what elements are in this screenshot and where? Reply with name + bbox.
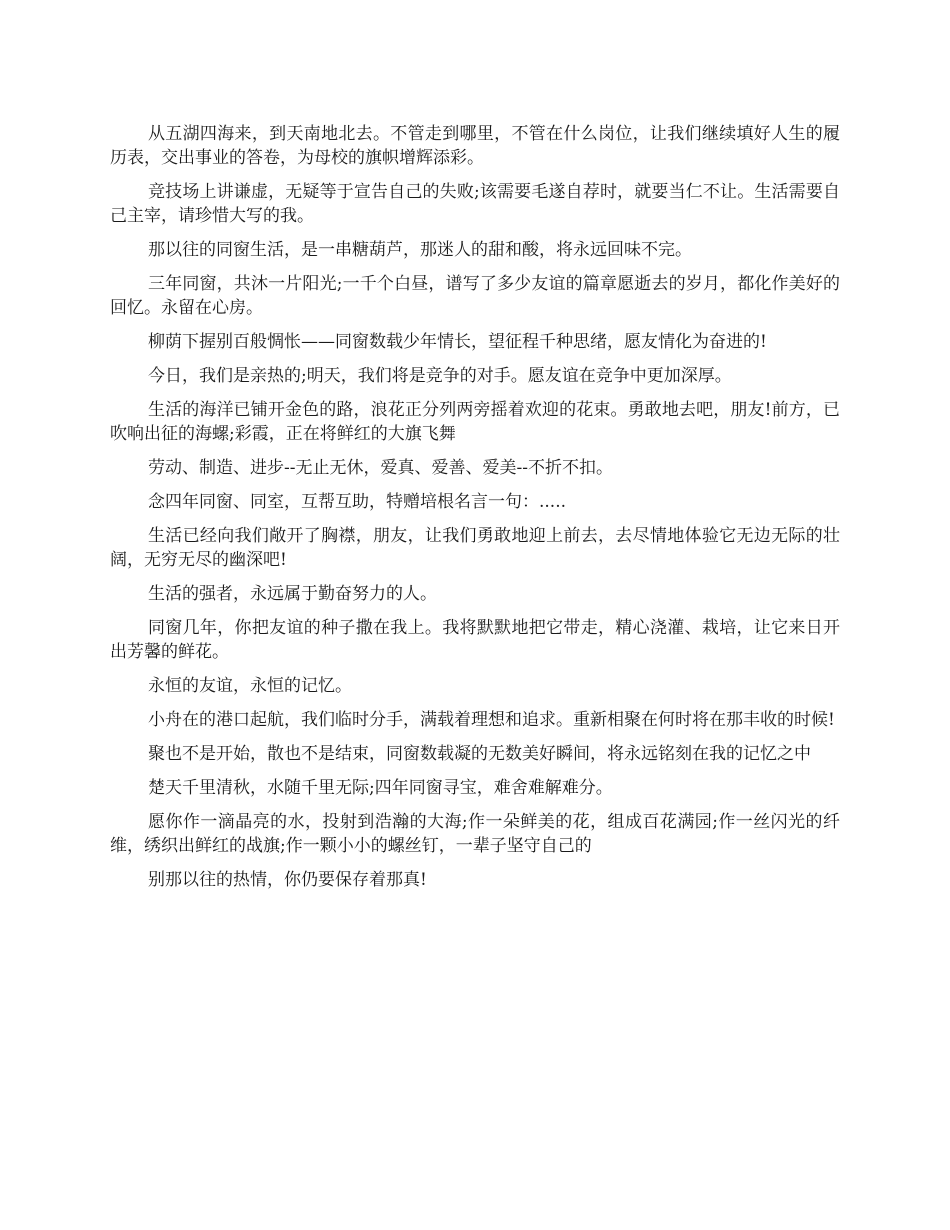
paragraph: 生活已经向我们敞开了胸襟，朋友，让我们勇敢地迎上前去，去尽情地体验它无边无际的壮阔，无穷无尽的幽深吧! — [110, 526, 840, 570]
paragraph: 念四年同窗、同室，互帮互助，特赠培根名言一句：..... — [148, 492, 567, 512]
paragraph: 同窗几年，你把友谊的种子撒在我上。我将默默地把它带走，精心浇灌、栽培，让它来日开出芳馨的鲜花。 — [110, 618, 840, 662]
paragraph: 生活的强者，永远属于勤奋努力的人。 — [148, 584, 437, 604]
paragraph: 今日，我们是亲热的;明天，我们将是竞争的对手。愿友谊在竞争中更加深厚。 — [148, 366, 732, 386]
paragraph: 楚天千里清秋，水随千里无际;四年同窗寻宝，难舍难解难分。 — [148, 778, 613, 798]
paragraph: 永恒的友谊，永恒的记忆。 — [148, 676, 352, 696]
paragraph: 从五湖四海来，到天南地北去。不管走到哪里，不管在什么岗位，让我们继续填好人生的履历表，交出事业的答卷，为母校的旗帜增辉添彩。 — [110, 124, 840, 168]
paragraph: 三年同窗，共沐一片阳光;一千个白昼，谱写了多少友谊的篇章愿逝去的岁月，都化作美好的回忆。永留在心房。 — [110, 274, 840, 318]
paragraph: 愿你作一滴晶亮的水，投射到浩瀚的大海;作一朵鲜美的花，组成百花满园;作一丝闪光的纤维，绣织出鲜红的战旗;作一颗小小的螺丝钉，一辈子坚守自己的 — [110, 812, 840, 856]
paragraph: 聚也不是开始，散也不是结束，同窗数载凝的无数美好瞬间，将永远铭刻在我的记忆之中 — [148, 744, 811, 764]
paragraph: 那以往的同窗生活，是一串糖葫芦，那迷人的甜和酸，将永远回味不完。 — [148, 240, 692, 260]
paragraph: 小舟在的港口起航，我们临时分手，满载着理想和追求。重新相聚在何时将在那丰收的时候! — [148, 710, 835, 730]
paragraph: 柳荫下握别百般惆怅——同窗数载少年情长，望征程千种思绪，愿友情化为奋进的! — [148, 332, 767, 352]
paragraph: 生活的海洋已铺开金色的路，浪花正分列两旁摇着欢迎的花束。勇敢地去吧，朋友!前方，已吹响出征的海螺;彩霞，正在将鲜红的大旗飞舞 — [110, 400, 840, 444]
paragraph: 劳动、制造、进步--无止无休，爱真、爱善、爱美--不折不扣。 — [148, 458, 613, 478]
document-body — [110, 122, 840, 902]
paragraph: 别那以往的热情，你仍要保存着那真! — [148, 870, 427, 890]
paragraph: 竞技场上讲谦虚，无疑等于宣告自己的失败;该需要毛遂自荐时，就要当仁不让。生活需要自己主宰，请珍惜大写的我。 — [110, 182, 840, 226]
